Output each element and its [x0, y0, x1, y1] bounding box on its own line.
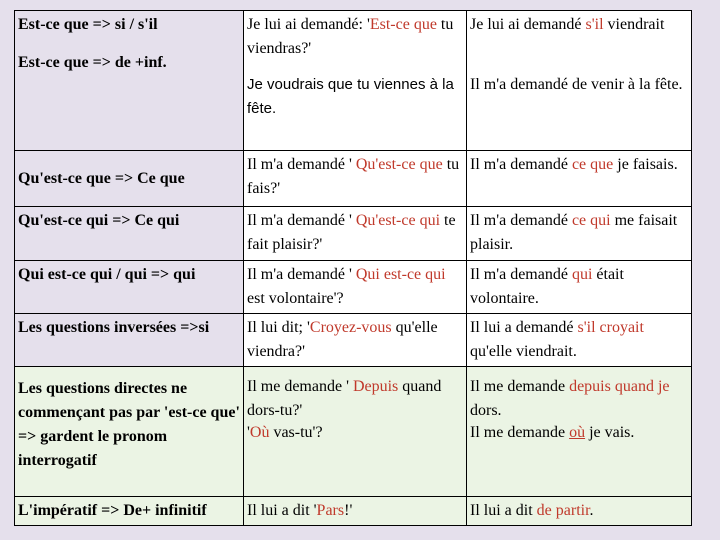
indirect-speech-cell: Il m'a demandé ce que je faisais.: [467, 151, 692, 207]
direct-speech-cell: Je lui ai demandé: 'Est-ce que tu viendras?' Je voudrais que tu viennes à la fête.: [244, 11, 467, 151]
indirect-speech-cell: Il lui a demandé s'il croyait qu'elle viendrait.: [467, 314, 692, 367]
rule-text: Les questions inversées =>si: [18, 319, 210, 336]
rule-cell: [15, 151, 244, 207]
rule-text: Qu'est-ce que => Ce que: [18, 169, 185, 187]
table-row: [15, 207, 692, 261]
rule-text: Qui est-ce qui / qui => qui: [18, 266, 196, 283]
rule-text: L'impératif => De+ infinitif: [18, 502, 207, 519]
indirect-speech-cell: Il lui a dit de partir.: [467, 497, 692, 526]
indirect-speech-cell: Il m'a demandé qui était volontaire.: [467, 261, 692, 314]
rule-cell: [15, 314, 244, 367]
table-row: [15, 367, 692, 497]
indirect-speech-cell: Il m'a demandé ce qui me faisait plaisir.: [467, 207, 692, 261]
rule-cell: [15, 367, 244, 497]
direct-speech-cell: Il m'a demandé ' Qu'est-ce qui te fait plaisir?': [244, 207, 467, 261]
table-row: [15, 11, 692, 151]
direct-speech-text: Je voudrais que tu viennes à la fête.: [247, 76, 454, 117]
rule-text: Est-ce que => si / s'il: [18, 16, 158, 33]
direct-speech-cell: Il me demande ' Depuis quand dors-tu?' 'Où vas-tu'?: [244, 367, 467, 497]
rule-text: Est-ce que => de +inf.: [18, 54, 167, 71]
indirect-speech-text: Il m'a demandé de venir à la fête.: [470, 76, 683, 93]
rule-text: Qu'est-ce qui => Ce qui: [18, 212, 180, 229]
table-row: [15, 314, 692, 367]
reported-speech-table: [14, 10, 692, 526]
table-row: [15, 151, 692, 207]
rule-cell: [15, 11, 244, 151]
indirect-speech-cell: Je lui ai demandé s'il viendrait Il m'a demandé de venir à la fête.: [467, 11, 692, 151]
direct-speech-cell: Il lui dit; 'Croyez-vous qu'elle viendra?': [244, 314, 467, 367]
direct-speech-cell: Il m'a demandé ' Qui est-ce qui est volontaire'?: [244, 261, 467, 314]
table-row: [15, 261, 692, 314]
indirect-speech-cell: Il me demande depuis quand je dors. Il me demande où je vais.: [467, 367, 692, 497]
rule-text: Les questions directes ne commençant pas par 'est-ce que' => gardent le pronom interrogatif: [18, 380, 240, 469]
direct-speech-cell: Il lui a dit 'Pars!': [244, 497, 467, 526]
direct-speech-cell: Il m'a demandé ' Qu'est-ce que tu fais?': [244, 151, 467, 207]
rule-cell: [15, 261, 244, 314]
rule-cell: [15, 207, 244, 261]
table-row: [15, 497, 692, 526]
rule-cell: [15, 497, 244, 526]
